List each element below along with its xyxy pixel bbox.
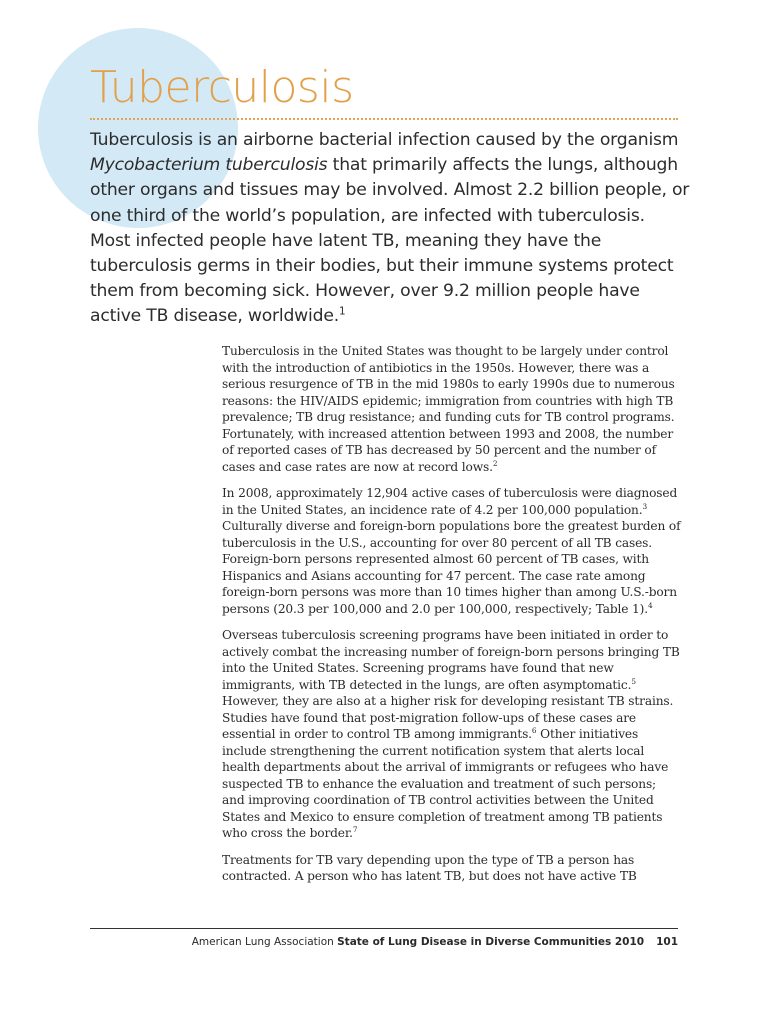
- footnote-ref: 6: [531, 725, 537, 735]
- page-title: Tuberculosis: [90, 62, 354, 113]
- intro-paragraph: [90, 128, 690, 330]
- page-number: 101: [656, 936, 678, 948]
- body-paragraph-3: [222, 627, 682, 842]
- footnote-ref: 5: [631, 676, 636, 686]
- paragraph-text: Culturally diverse and foreign-born populations bore the greatest burden of tuberculosis in the U.S., accounting for over 80 percent of all TB cases. Foreign-born persons represented almost 60 percent of TB cases, with Hispanics and Asians accounting for 47 percent. The case rate among foreign-born persons was more than 10 times higher than among U.S.-born persons (20.3 per 100,000 and 2.0 per 100,000, respectively; Table 1).: [222, 519, 681, 616]
- body-paragraph-1: [222, 343, 682, 475]
- body-column: [222, 343, 682, 895]
- body-paragraph-2: [222, 485, 682, 617]
- paragraph-text: In 2008, approximately 12,904 active cases of tuberculosis were diagnosed in the United States, an incidence rate of 4.2 per 100,000 population.: [222, 486, 678, 517]
- footnote-ref: 4: [647, 600, 653, 610]
- footnote-ref: 2: [492, 458, 498, 468]
- paragraph-text: Overseas tuberculosis screening programs have been initiated in order to actively combat the increasing number of foreign-born persons bringing TB into the United States. Screening programs have found that new immigrants, with TB detected in the lungs, are often asymptomatic.: [222, 628, 680, 692]
- intro-text-1: Tuberculosis is an airborne bacterial infection caused by the organism: [90, 130, 679, 150]
- body-paragraph-4: [222, 852, 682, 885]
- footnote-ref: 1: [338, 305, 346, 318]
- intro-organism-name: Mycobacterium tuberculosis: [90, 155, 328, 176]
- footer-org: American Lung Association: [191, 936, 338, 948]
- footnote-ref: 3: [642, 501, 647, 511]
- paragraph-text: Other initiatives include strengthening the current notification system that alerts local health departments about the arrival of immigrants or refugees who have suspected TB to enhance the evaluation and treatment of such persons; and improving coordination of TB control activities between the United States and Mexico to ensure completion of treatment among TB patients who cross the border.: [222, 727, 669, 840]
- page-footer: [192, 936, 678, 948]
- footer-publication: State of Lung Disease in Diverse Communities 2010: [337, 936, 645, 948]
- paragraph-text: Tuberculosis in the United States was thought to be largely under control with the introduction of antibiotics in the 1950s. However, there was a serious resurgence of TB in the mid 1980s to early 1990s due to numerous reasons: the HIV/AIDS epidemic; immigration from countries with high TB prevalence; TB drug resistance; and funding cuts for TB control programs. Fortunately, with increased attention between 1993 and 2008, the number of reported cases of TB has decreased by 50 percent and the number of cases and case rates are now at record lows.: [222, 344, 675, 474]
- footnote-ref: 7: [352, 824, 358, 834]
- paragraph-text: However, they are also at a higher risk for developing resistant TB strains. Studies have found that post-migration follow-ups of these cases are essential in order to control TB among immigrants.: [222, 694, 674, 741]
- title-divider: [90, 118, 678, 120]
- paragraph-text: Treatments for TB vary depending upon the type of TB a person has contracted. A person who has latent TB, but does not have active TB: [222, 852, 637, 883]
- intro-text-2: that primarily affects the lungs, although other organs and tissues may be involved. Almost 2.2 billion people, or one third of the world’s population, are infected with tuberculosis. Most infected people have latent TB, meaning they have the tuberculosis germs in their bodies, but their immune systems protect them from becoming sick. However, over 9.2 million people have active TB disease, worldwide.: [90, 155, 690, 327]
- footer-divider: [90, 928, 678, 929]
